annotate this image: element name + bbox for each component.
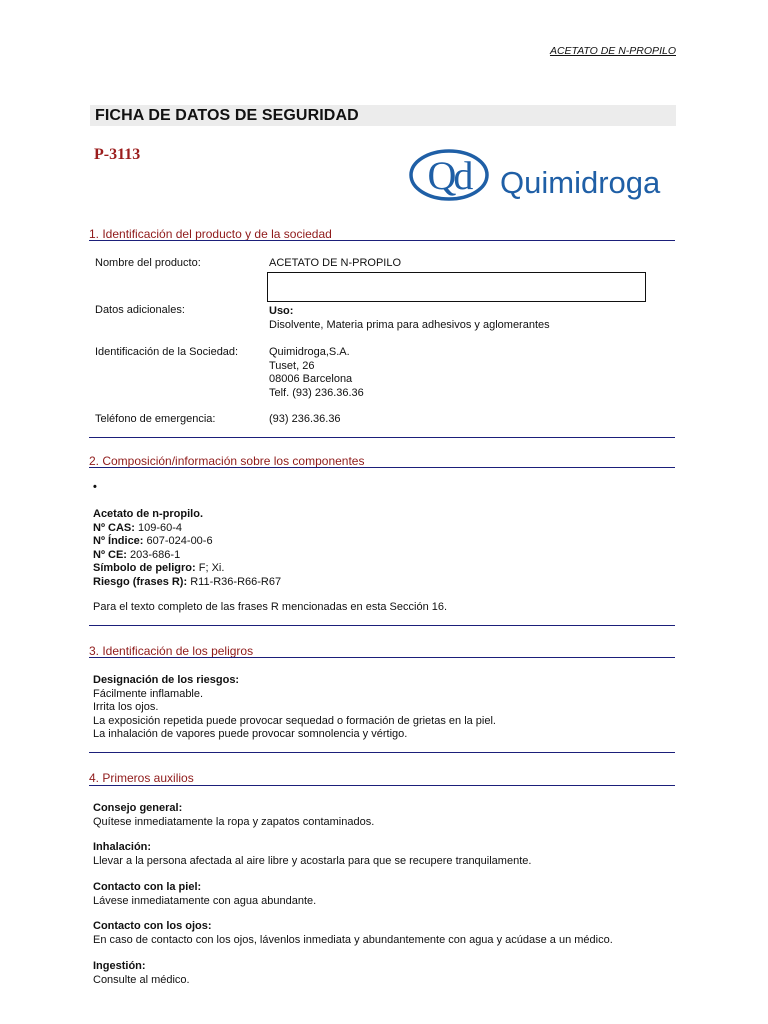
first-aid-label: Contacto con los ojos: xyxy=(93,920,212,932)
cas-value: 109-60-4 xyxy=(137,521,183,534)
additional-data-label: Datos adicionales: xyxy=(95,304,185,316)
risk-value: R11-R36-R66-R67 xyxy=(190,575,282,588)
hazard-line: Fácilmente inflamable. xyxy=(93,687,204,700)
first-aid-label: Consejo general: xyxy=(93,802,183,814)
section-1-rule xyxy=(89,240,675,241)
company-street: Tuset, 26 xyxy=(269,359,315,372)
hazard-line: La inhalación de vapores puede provocar somnolencia y vértigo. xyxy=(93,728,408,740)
empty-box xyxy=(267,272,646,302)
section-3-title: 3. Identificación de los peligros xyxy=(89,644,254,658)
symbol-value: F; Xi. xyxy=(198,562,225,574)
first-aid-text: En caso de contacto con los ojos, lávenlos inmediata y abundantemente con agua y acúdase a un médico. xyxy=(93,933,613,946)
hazard-line: La exposición repetida puede provocar sequedad o formación de grietas en la piel. xyxy=(93,714,496,727)
first-aid-label: Inhalación: xyxy=(93,841,152,853)
first-aid-text: Consulte al médico. xyxy=(93,973,190,986)
first-aid-item xyxy=(93,960,190,987)
emergency-phone-label: Teléfono de emergencia: xyxy=(95,413,216,425)
product-name-value: ACETATO DE N-PROPILO xyxy=(269,257,402,269)
use-label: Uso: xyxy=(269,305,294,317)
index-label: Nº Índice: xyxy=(93,535,144,547)
hazards-subtitle: Designación de los riesgos: xyxy=(93,674,240,686)
company-label: Identificación de la Sociedad: xyxy=(95,346,239,358)
section-4-title: 4. Primeros auxilios xyxy=(89,771,194,785)
company-city: 08006 Barcelona xyxy=(269,373,353,385)
composition-block xyxy=(93,508,281,589)
substance-name: Acetato de n-propilo. xyxy=(93,508,203,520)
company-logo xyxy=(408,149,668,201)
ce-label: Nº CE: xyxy=(93,548,127,561)
document-title: FICHA DE DATOS DE SEGURIDAD xyxy=(95,107,359,124)
section-4-rule xyxy=(89,785,675,786)
first-aid-item xyxy=(93,920,613,947)
product-name-label: Nombre del producto: xyxy=(95,257,201,269)
first-aid-label: Contacto con la piel: xyxy=(93,881,202,893)
first-aid-label: Ingestión: xyxy=(93,960,146,972)
symbol-label: Símbolo de peligro: xyxy=(93,562,196,574)
ce-value: 203-686-1 xyxy=(130,548,181,561)
use-value: Disolvente, Materia prima para adhesivos y aglomerantes xyxy=(269,319,550,331)
first-aid-item xyxy=(93,802,374,829)
section-2-rule xyxy=(89,467,675,468)
bullet: • xyxy=(93,481,97,493)
section-3-bottom-rule xyxy=(89,752,675,753)
hazards-block xyxy=(93,674,496,742)
product-code: P-3113 xyxy=(94,146,141,163)
section-1-title: 1. Identificación del producto y de la sociedad xyxy=(89,227,332,241)
section-1-bottom-rule xyxy=(89,437,675,438)
first-aid-text: Lávese inmediatamente con agua abundante. xyxy=(93,894,317,907)
risk-label: Riesgo (frases R): xyxy=(93,575,188,588)
section-2-title: 2. Composición/información sobre los componentes xyxy=(89,454,365,468)
document-header: ACETATO DE N-PROPILO xyxy=(549,45,676,57)
qd-logo-icon xyxy=(408,149,668,201)
cas-label: Nº CAS: xyxy=(93,521,135,534)
section-3-rule xyxy=(89,657,675,658)
composition-note: Para el texto completo de las frases R mencionadas en esta Sección 16. xyxy=(93,601,448,613)
company-name: Quimidroga,S.A. xyxy=(269,346,350,358)
first-aid-item xyxy=(93,841,531,868)
title-bar xyxy=(90,105,676,126)
logo-text: Quimidroga xyxy=(500,165,661,200)
first-aid-text: Llevar a la persona afectada al aire libre y acostarla para que se recupere tranquilamente. xyxy=(93,854,532,867)
emergency-phone-value: (93) 236.36.36 xyxy=(269,413,341,425)
company-phone: Telf. (93) 236.36.36 xyxy=(269,386,364,399)
index-value: 607-024-00-6 xyxy=(146,535,213,547)
hazard-line: Irrita los ojos. xyxy=(93,701,159,713)
company-lines xyxy=(269,346,364,400)
first-aid-item xyxy=(93,881,316,908)
section-2-bottom-rule xyxy=(89,625,675,626)
first-aid-text: Quítese inmediatamente la ropa y zapatos contaminados. xyxy=(93,815,375,828)
svg-text:Qd: Qd xyxy=(427,153,471,198)
